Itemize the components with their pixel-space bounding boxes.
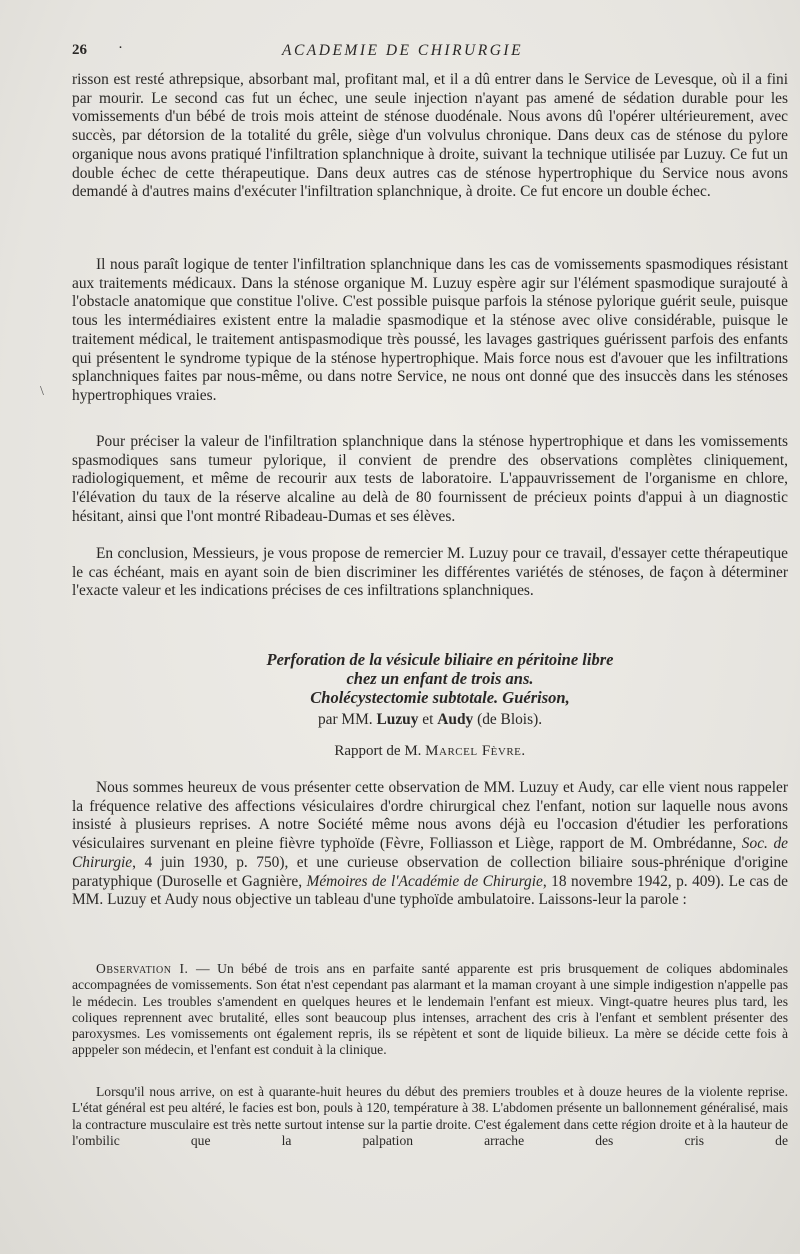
- article-title-line-2: chez un enfant de trois ans.: [346, 669, 534, 688]
- report-intro-text-1: Nous sommes heureux de vous présenter cette observation de MM. Luzuy et Audy, car elle vient nous rappeler la fréquence relative des affections vésiculaires d'ordre chirurgical chez l'enfant, notion sur laquelle nous avons insisté à plusieurs reprises. A notre Société même nous avons déjà eu l'occasion d'étudier les perforations vésiculaires survenant en pleine fièvre typhoïde (Fèvre, Folliasson et Liège, rapport de M. Ombrédanne,: [72, 779, 788, 853]
- rapporteur-name: Marcel Fèvre.: [425, 743, 526, 759]
- citation-soc-chirurgie: Soc. de Chirurgie: [72, 835, 788, 871]
- paragraph-conclusion: En conclusion, Messieurs, je vous propose de remercier M. Luzuy pour ce travail, d'essayer cette thérapeutique le cas échéant, mais en ayant soin de bien discriminer les différentes variétés de sténoses, de façon à déterminer l'exacte valeur et les indications précises de ces infiltrations splanchniques.: [72, 545, 788, 600]
- observation-paragraph-2: Lorsqu'il nous arrive, on est à quarante-huit heures du début des premiers troubles et à douze heures de la violente reprise. L'état général est peu altéré, le facies est bon, pouls à 120, température à 38. L'abdomen présente un ballonnement généralisé, mais la contracture musculaire est très nette surtout intense sur la partie droite. C'est également dans cette région droite et à la hauteur de l'ombilic que la palpation arrache des cris de: [72, 1084, 788, 1148]
- rapport-prefix: Rapport de M.: [334, 743, 422, 759]
- rapport-line: [72, 743, 788, 760]
- article-title: [140, 650, 740, 707]
- byline-location: (de Blois).: [477, 711, 543, 728]
- report-intro-text-2: , 4 juin 1930, p. 750), et une curieuse observation de collection biliaire sous-phrénique d'origine paratyphique (Duroselle et Gagnière,: [72, 853, 788, 890]
- margin-mark: \: [40, 384, 44, 399]
- byline-prefix: par MM.: [317, 711, 373, 728]
- paragraph-luzuy-hypothesis: Il nous paraît logique de tenter l'infiltration splanchnique dans les cas de vomissements spasmodiques résistant aux traitements médicaux. Dans la sténose organique M. Luzuy espère agir sur l'élément spasmodique surajouté à l'obstacle anatomique que constitue l'olive. C'est possible puisque parfois la sténose pylorique guérit seule, puisque tous les intermédiaires existent entre la maladie spasmodique et la sténose avec olive considérable, puisque le traitement médical, le traitement antispasmodique très poussé, les lavages gastriques guérissent parfois des enfants qui présentent le syndrome typique de la sténose hypertrophique. Mais force nous est d'avouer que les infiltrations splanchniques faites par nous-même, ou dans notre Service, ne nous ont donné que des insuccès dans les sténoses hypertrophiques vraies.: [72, 256, 788, 404]
- observation-text-1: — Un bébé de trois ans en parfaite santé apparente est pris brusquement de coliques abdominales accompagnées de vomissements. Son état n'est cependant pas alarmant et la maman croyant à une simple indigestion n'appelle pas le médecin. Les troubles s'amendent en quelques heures et le lendemain l'enfant est mieux. Vingt-quatre heures plus tard, les coliques reprennent avec brutalité, elles sont beaucoup plus intenses, arrachent des cris à l'enfant et semblent présenter des paroxysmes. Les vomissements ont également repris, ils se répètent et sont de liquide bilieux. La mère se décide cette fois à apppeler son médecin, et l'enfant est conduit à la clinique.: [72, 961, 788, 1058]
- byline: [72, 711, 788, 729]
- page-header: [72, 42, 750, 64]
- header-separator: ·: [118, 40, 123, 56]
- author-luzuy: Luzuy: [376, 711, 419, 728]
- article-title-line-1: Perforation de la vésicule biliaire en péritoine libre: [266, 650, 614, 669]
- report-intro-text-3: , 18 novembre 1942, p. 409). Le cas de MM. Luzuy et Audy nous objective un tableau d'une typhoïde ambulatoire. Laissons-leur la parole :: [72, 872, 788, 909]
- paragraph-valeur-infiltration: Pour préciser la valeur de l'infiltration splanchnique dans la sténose hypertrophique et dans les vomissements spasmodiques sans tumeur pylorique, il convient de prendre des observations complètes cliniquement, radiologiquement, et même de recourir aux tests de laboratoire. L'appauvrissement de l'organisme en chlore, l'élévation du taux de la réserve alcaline au delà de 80 fournissent de précieux points d'appui à un diagnostic hésitant, ainsi que l'ont montré Ribadeau-Dumas et ses élèves.: [72, 433, 788, 525]
- byline-and: et: [422, 711, 434, 728]
- citation-memoires: Mémoires de l'Académie de Chirurgie: [306, 872, 543, 890]
- running-title: ACADEMIE DE CHIRURGIE: [282, 42, 524, 59]
- observation-label: Observation I.: [96, 961, 189, 976]
- article-title-line-3: Cholécystectomie subtotale. Guérison,: [310, 688, 570, 707]
- author-audy: Audy: [437, 711, 474, 728]
- page-number: 26: [72, 42, 87, 58]
- paragraph-continuation: risson est resté athrepsique, absorbant mal, profitant mal, et il a dû entrer dans le Service de Levesque, où il a fini par mourir. Le second cas fut un échec, une seule injection n'ayant pas amené de sédation durable pour les vomissements d'un bébé de trois mois atteint de sténose duodénale. Nous avons dû l'opérer ultérieurement, avec succès, par détorsion de la totalité du grêle, siège d'un volvulus chronique. Dans deux cas de sténose du pylore organique nous avons pratiqué l'infiltration splanchnique à droite, suivant la technique utilisée par Luzuy. Ce fut un double échec de cette thérapeutique. Dans deux autres cas de sténose hypertrophique du Service nous avons demandé à d'autres mains d'exécuter l'infiltration splanchnique, à droite. Ce fut encore un double échec.: [72, 71, 788, 201]
- paragraph-report-intro: [72, 779, 788, 910]
- observation-paragraph-1: [72, 961, 788, 1059]
